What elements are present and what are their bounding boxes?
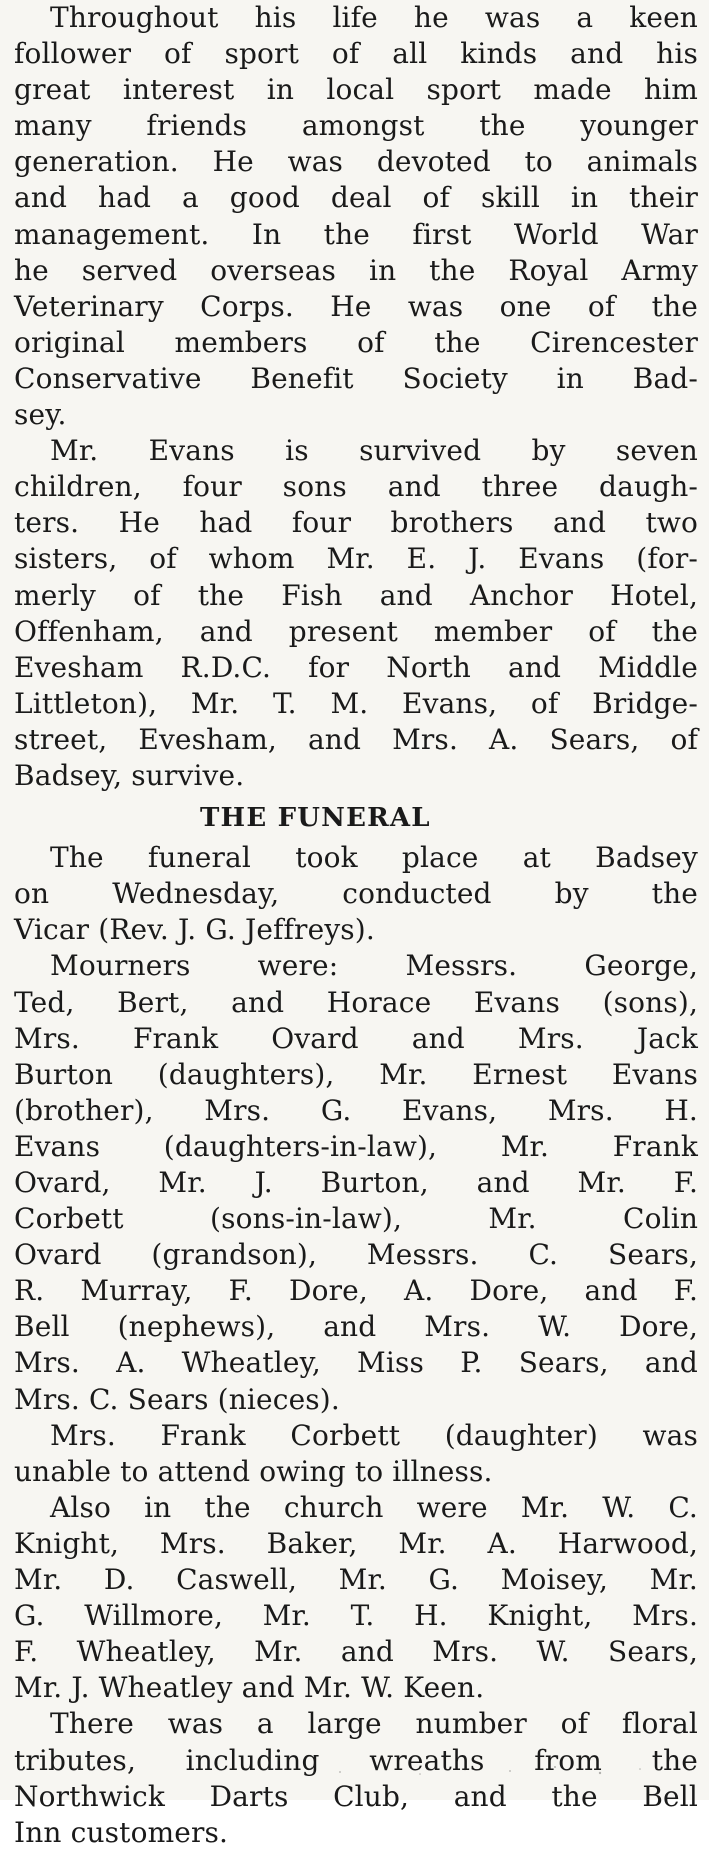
paragraph-life-interests [14,0,698,433]
text-line: Throughout his life he was a keen [50,1,698,34]
paragraph-survivors [14,433,698,794]
text-line: merly of the Fish and Anchor Hotel, [14,578,698,612]
text-line: Ovard, Mr. J. Burton, and Mr. F. [14,1166,698,1199]
text-line: generation. He was devoted to animals [14,145,698,179]
text-line: on Wednesday, conducted by the [14,877,698,911]
text-line: Evesham R.D.C. for North and Middle [14,650,698,684]
text-line: sey. [14,398,67,432]
text-line: Mrs. C. Sears (nieces). [14,1382,340,1416]
text-line: street, Evesham, and Mrs. A. Sears, of [14,722,698,756]
text-line: Mr. D. Caswell, Mr. G. Moisey, Mr. [14,1563,698,1597]
text-line: G. Willmore, Mr. T. H. Knight, Mrs. [14,1599,698,1633]
text-line: original members of the Cirencester [14,325,698,359]
print-speckle-decoration [300,1760,660,1780]
text-line: Badsey, survive. [14,758,245,792]
text-line: Offenham, and present member of the [14,614,698,648]
text-line: Northwick Darts Club, and the Bell [14,1779,698,1813]
text-line: Ted, Bert, and Horace Evans (sons), [14,985,698,1019]
paragraph-church-attendees [14,1490,698,1707]
text-line: Mrs. Frank Corbett (daughter) was [50,1418,698,1452]
text-line: Corbett (sons-in-law), Mr. Colin [14,1202,698,1236]
text-line: Veterinary Corps. He was one of the [14,289,698,323]
text-line: Knight, Mrs. Baker, Mr. A. Harwood, [14,1526,698,1560]
text-line: Mrs. Frank Ovard and Mrs. Jack [14,1021,698,1055]
text-line: Vicar (Rev. J. G. Jeffreys). [14,913,375,947]
paragraph-mourners [14,948,698,1417]
text-line: (brother), Mrs. G. Evans, Mrs. H. [14,1093,698,1127]
text-line: and had a good deal of skill in their [14,181,698,215]
text-line: tributes, including wreaths from the [14,1743,698,1777]
text-line: great interest in local sport made him [14,73,698,107]
section-heading: THE FUNERAL [200,803,431,834]
text-line: Ovard (grandson), Messrs. C. Sears, [14,1238,698,1272]
text-line: Mr. Evans is survived by seven [50,434,698,468]
text-line: Mrs. A. Wheatley, Miss P. Sears, and [14,1346,698,1380]
paragraph-absent-daughter [14,1418,698,1490]
text-line: unable to attend owing to illness. [14,1454,493,1488]
paragraph-funeral-service [14,840,698,948]
text-line: There was a large number of floral [50,1707,698,1741]
text-line: children, four sons and three daugh- [14,470,698,504]
text-line: R. Murray, F. Dore, A. Dore, and F. [14,1274,698,1308]
text-line: Bell (nephews), and Mrs. W. Dore, [14,1310,698,1344]
text-line: Mr. J. Wheatley and Mr. W. Keen. [14,1671,485,1705]
text-line: follower of sport of all kinds and his [14,37,698,71]
article-column [14,0,698,1851]
text-line: Also in the church were Mr. W. C. [50,1490,698,1524]
text-line: Burton (daughters), Mr. Ernest Evans [14,1057,698,1091]
text-line: management. In the first World War [14,217,698,251]
text-line: ters. He had four brothers and two [14,506,698,540]
text-line: The funeral took place at Badsey [50,841,698,875]
text-line: Inn customers. [14,1815,229,1849]
text-line: many friends amongst the younger [14,109,698,143]
text-line: F. Wheatley, Mr. and Mrs. W. Sears, [14,1635,698,1669]
text-line: Evans (daughters-in-law), Mr. Frank [14,1129,698,1163]
text-line: Littleton), Mr. T. M. Evans, of Bridge- [14,686,698,720]
text-line: Mourners were: Messrs. George, [50,949,698,983]
text-line: Conservative Benefit Society in Bad- [14,361,698,395]
text-line: sisters, of whom Mr. E. J. Evans (for- [14,542,698,576]
text-line: he served overseas in the Royal Army [14,253,698,287]
